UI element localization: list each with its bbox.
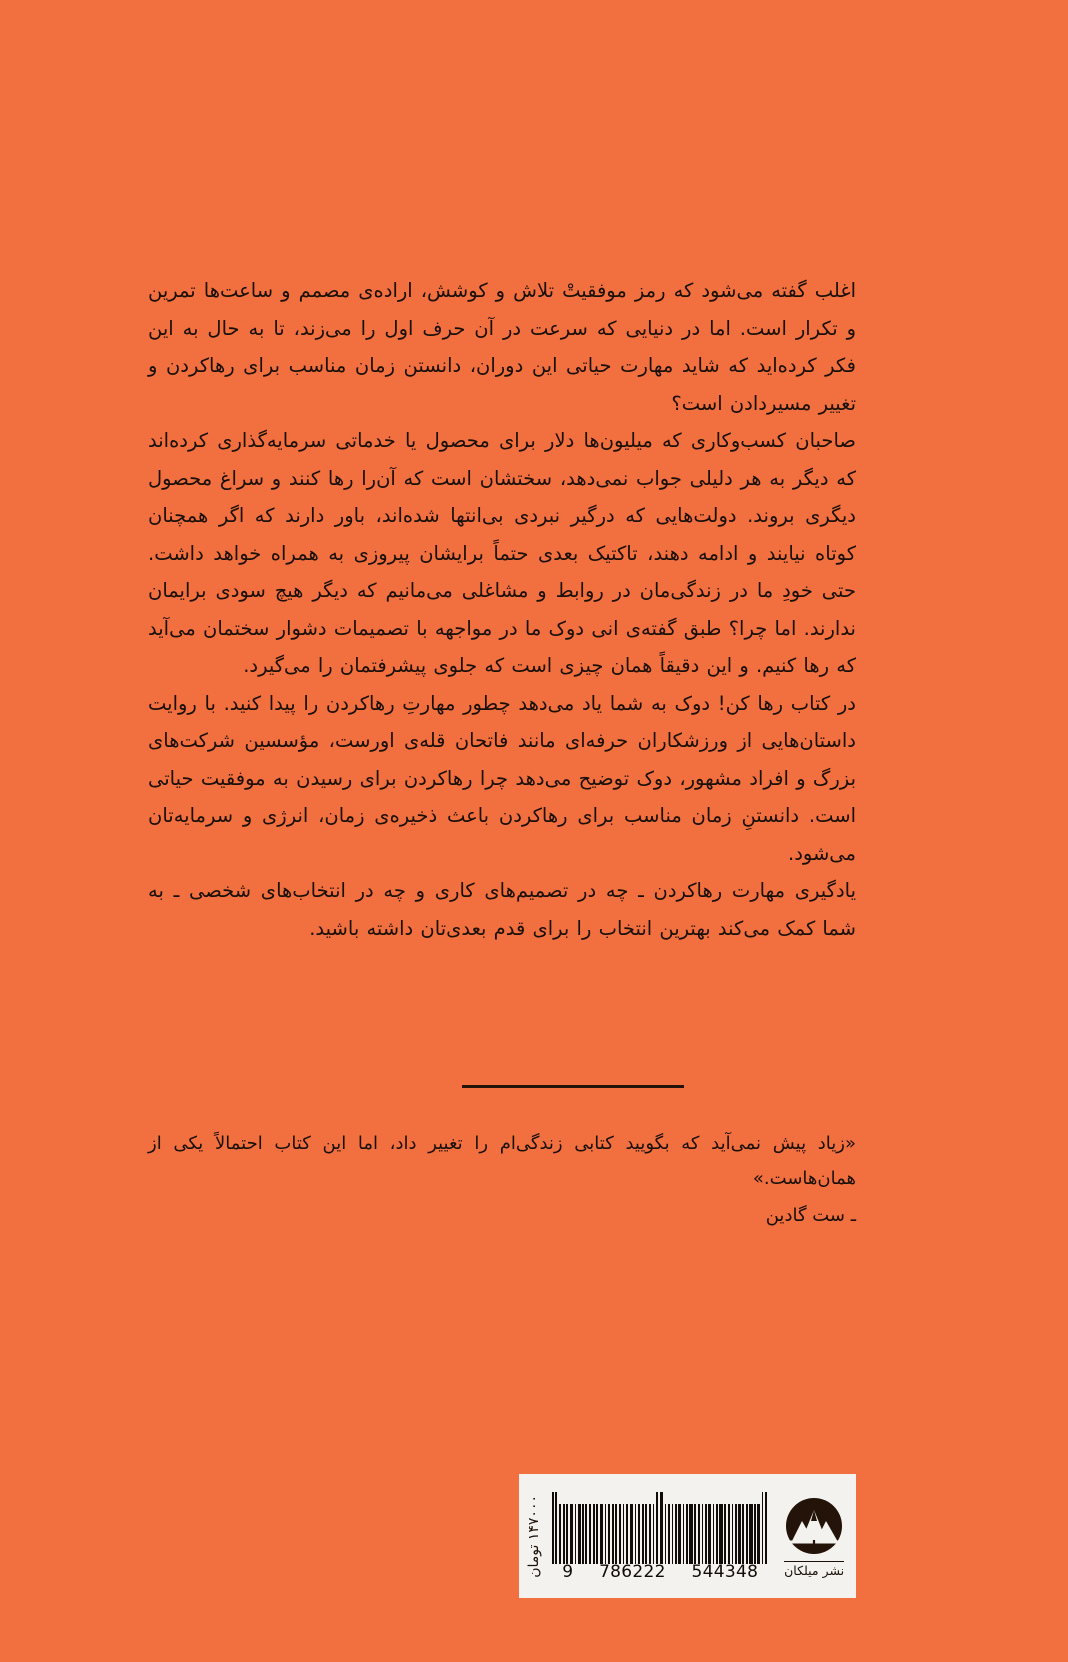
barcode-digit-group-left: 9 (562, 1562, 574, 1582)
blurb-paragraph-4: یادگیری مهارت رهاکردن ـ چه در تصمیم‌های کاری و چه در انتخاب‌های شخصی ـ به شما کمک می‌کند بهترین انتخاب را برای قدم بعدی‌تان داشته باشید. (148, 879, 856, 940)
divider-container (0, 1085, 1068, 1091)
horizontal-rule (462, 1085, 684, 1088)
barcode-digits (562, 1562, 758, 1582)
publisher-block (772, 1474, 856, 1598)
barcode-digit-group-right: 544348 (691, 1562, 759, 1582)
barcode-digit-group-mid: 786222 (599, 1562, 666, 1582)
price-label: ۱۴۷۰۰۰ تومان (525, 1494, 542, 1578)
blurb-paragraph-2: صاحبان کسب‌وکاری که میلیون‌ها دلار برای محصول یا خدماتی سرمایه‌گذاری کرده‌اند که دیگر به هر دلیلی جواب نمی‌دهد، سختشان است که آن‌را رها کنند و سراغ محصول دیگری بروند. دولت‌هایی که درگیر نبردی بی‌انتها شده‌اند، باور دارند که اگر همچنان کوتاه نیایند و ادامه دهند، تاکتیک بعدی حتماً برایشان پیروزی به همراه خواهد داشت. حتی خودِ ما در زندگی‌مان در روابط و مشاغلی می‌مانیم که دیگر هیچ سودی برایمان ندارند. اما چرا؟ طبق گفته‌ی انی دوک ما در مواجهه با تصمیمات دشوار سختمان می‌آید که رها کنیم. و این دقیقاً همان چیزی است که جلوی پیشرفتمان را می‌گیرد. (148, 429, 856, 677)
price-column (519, 1474, 548, 1598)
quote-attribution: ـ ست گادین (765, 1205, 856, 1226)
pull-quote-block (148, 1126, 856, 1233)
barcode-panel (519, 1474, 856, 1598)
mountain-circle-logo-icon (783, 1497, 845, 1559)
publisher-name: نشر میلکان (784, 1562, 845, 1578)
blurb-paragraph-1: اغلب گفته می‌شود که رمز موفقیتْ تلاش و کوشش، اراده‌ی مصمم و ساعت‌ها تمرین و تکرار است. اما در دنیایی که سرعت در آن حرف اول را می‌زند، تا به حال به این فکر کرده‌اید که شاید مهارت حیاتی این دوران، دانستن زمان مناسب برای رهاکردن و تغییر مسیردادن است؟ (148, 279, 856, 415)
barcode-bars (552, 1492, 768, 1564)
quote-text: «زیاد پیش نمی‌آید که بگویید کتابی زندگی‌ام را تغییر داد، اما این کتاب احتمالاً یکی از همان‌هاست.» (148, 1133, 856, 1189)
barcode-area (548, 1474, 772, 1598)
blurb-paragraph-3: در کتاب رها کن! دوک به شما یاد می‌دهد چطور مهارتِ رهاکردن را پیدا کنید. با روایت داستان‌هایی از ورزشکاران حرفه‌ای مانند فاتحان قله‌ی اورست، مؤسسین شرکت‌های بزرگ و افراد مشهور، دوک توضیح می‌دهد چرا رهاکردن برای رسیدن به موفقیت حیاتی است. دانستنِ زمان مناسب برای رهاکردن باعث ذخیره‌ی زمان، انرژی و سرمایه‌تان می‌شود. (148, 691, 856, 865)
blurb-text-block (148, 272, 856, 947)
